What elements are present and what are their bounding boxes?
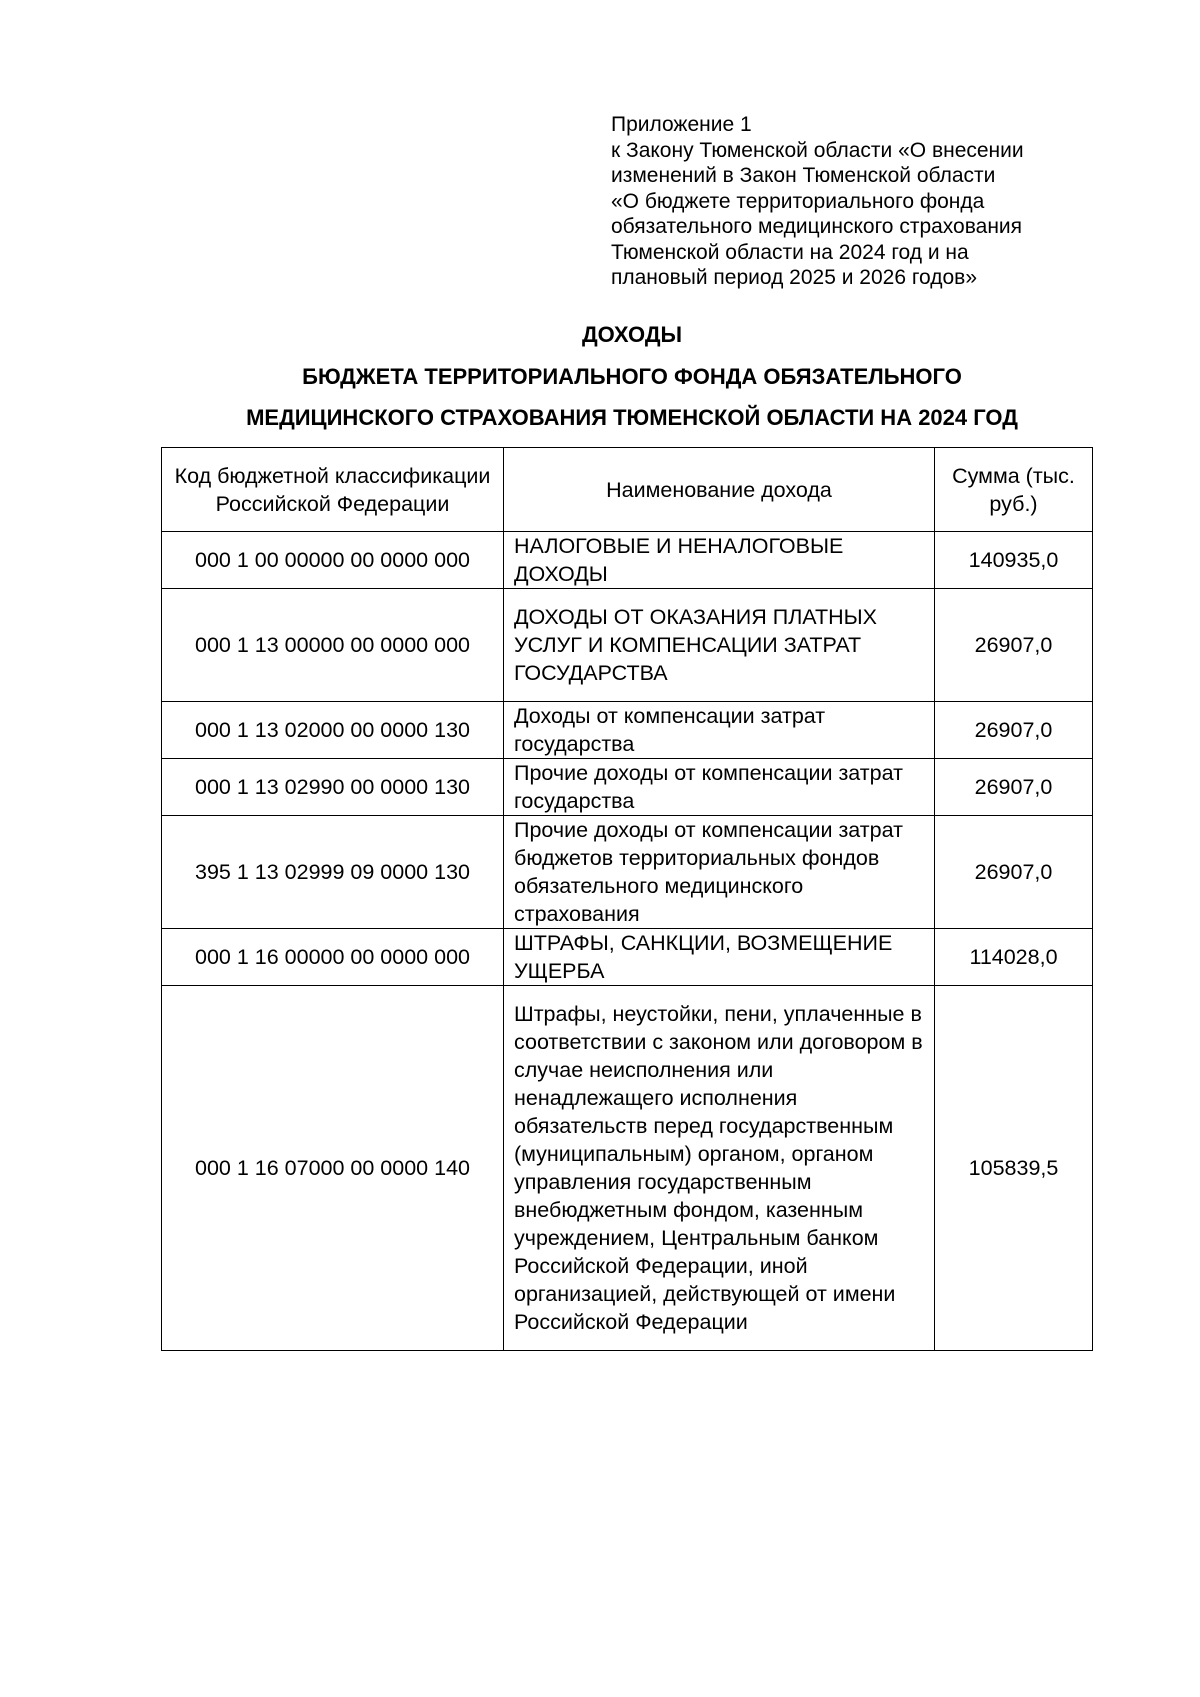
document-subtitle-line-1: БЮДЖЕТА ТЕРРИТОРИАЛЬНОГО ФОНДА ОБЯЗАТЕЛЬНОГО xyxy=(302,364,962,389)
appendix-line: обязательного медицинского страхования xyxy=(611,215,1023,238)
cell-sum: 114028,0 xyxy=(935,929,1093,986)
cell-code: 000 1 16 07000 00 0000 140 xyxy=(162,986,504,1351)
appendix-line: изменений в Закон Тюменской области xyxy=(611,164,996,187)
header-sum: Сумма (тыс. руб.) xyxy=(935,448,1093,532)
table-row xyxy=(162,929,1093,986)
cell-name: Прочие доходы от компенсации затрат бюджетов территориальных фондов обязательного медицинского страхования xyxy=(504,816,935,929)
cell-sum: 105839,5 xyxy=(935,986,1093,1351)
document-title: ДОХОДЫ xyxy=(581,322,683,347)
cell-name: НАЛОГОВЫЕ И НЕНАЛОГОВЫЕ ДОХОДЫ xyxy=(504,532,935,589)
table-header-row xyxy=(162,448,1093,532)
table-row xyxy=(162,589,1093,702)
table-row xyxy=(162,702,1093,759)
table-row xyxy=(162,532,1093,589)
appendix-note xyxy=(611,112,1081,291)
cell-sum: 26907,0 xyxy=(935,589,1093,702)
table-row xyxy=(162,759,1093,816)
cell-code: 395 1 13 02999 09 0000 130 xyxy=(162,816,504,929)
cell-name: Прочие доходы от компенсации затрат государства xyxy=(504,759,935,816)
cell-sum: 26907,0 xyxy=(935,702,1093,759)
cell-name: Доходы от компенсации затрат государства xyxy=(504,702,935,759)
cell-code: 000 1 13 02000 00 0000 130 xyxy=(162,702,504,759)
income-table xyxy=(161,447,1093,1351)
document-subtitle-line-2: МЕДИЦИНСКОГО СТРАХОВАНИЯ ТЮМЕНСКОЙ ОБЛАСТИ НА 2024 ГОД xyxy=(246,405,1018,430)
appendix-line: Приложение 1 xyxy=(611,113,752,136)
cell-code: 000 1 13 02990 00 0000 130 xyxy=(162,759,504,816)
appendix-line: Тюменской области на 2024 год и на xyxy=(611,240,969,264)
cell-name: ШТРАФЫ, САНКЦИИ, ВОЗМЕЩЕНИЕ УЩЕРБА xyxy=(504,929,935,986)
cell-sum: 26907,0 xyxy=(935,759,1093,816)
cell-sum: 140935,0 xyxy=(935,532,1093,589)
table-row xyxy=(162,816,1093,929)
appendix-line: к Закону Тюменской области «О внесении xyxy=(611,138,1024,162)
appendix-line: плановый период 2025 и 2026 годов» xyxy=(611,266,978,289)
cell-sum: 26907,0 xyxy=(935,816,1093,929)
cell-code: 000 1 13 00000 00 0000 000 xyxy=(162,589,504,702)
table-row xyxy=(162,986,1093,1351)
cell-code: 000 1 16 00000 00 0000 000 xyxy=(162,929,504,986)
appendix-line: «О бюджете территориального фонда xyxy=(611,189,985,213)
cell-name: ДОХОДЫ ОТ ОКАЗАНИЯ ПЛАТНЫХ УСЛУГ И КОМПЕНСАЦИИ ЗАТРАТ ГОСУДАРСТВА xyxy=(504,589,935,702)
cell-name: Штрафы, неустойки, пени, уплаченные в соответствии с законом или договором в случае неисполнения или ненадлежащего исполнения обязательств перед государственным (муниципальным) органом, органом управления государственным внебюджетным фондом, казенным учреждением, Центральным банком Российской Федерации, иной организацией, действующей от имени Российской Федерации xyxy=(504,986,935,1351)
cell-code: 000 1 00 00000 00 0000 000 xyxy=(162,532,504,589)
header-name: Наименование дохода xyxy=(504,448,935,532)
header-code: Код бюджетной классификации Российской Федерации xyxy=(162,448,504,532)
